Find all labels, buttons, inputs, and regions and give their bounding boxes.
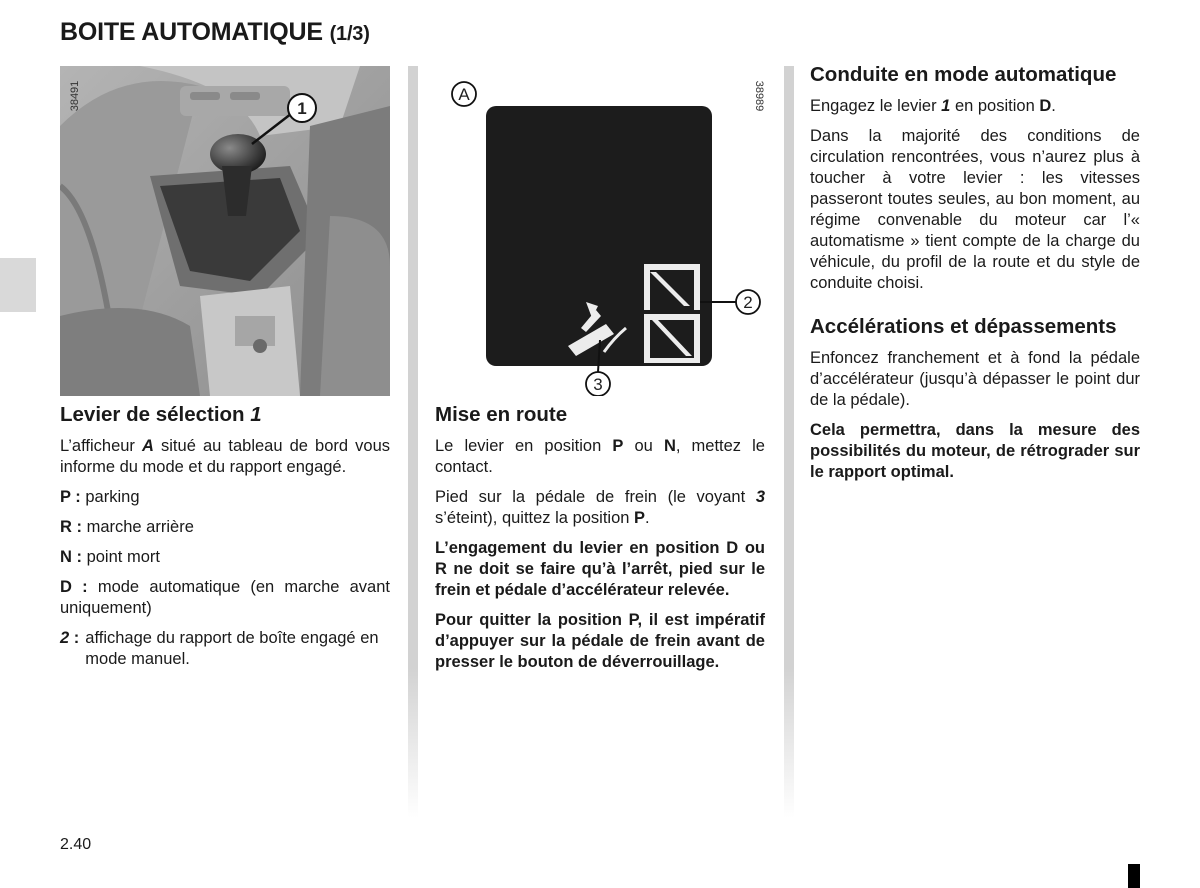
section-heading: Conduite en mode automatique	[810, 63, 1117, 86]
page-title	[60, 18, 370, 47]
title-main: BOITE AUTOMATIQUE	[60, 18, 323, 46]
section-heading: Accélérations et dépassements	[810, 315, 1117, 338]
warning-paragraph: Cela permettra, dans la mesure des possibilités du moteur, de rétrograder sur le rapport optimal.	[810, 421, 1140, 481]
section-tab	[0, 258, 36, 312]
paragraph: Le levier en position P ou N, mettez le contact.	[435, 437, 765, 476]
list-item: R : marche arrière	[60, 518, 194, 536]
callout-3: 3	[593, 375, 603, 394]
gear-display-diagram	[436, 66, 766, 396]
section-heading: Mise en route	[435, 403, 568, 426]
page-number: 2.40	[60, 836, 92, 853]
edge-marker	[1128, 864, 1140, 888]
column-middle	[435, 402, 765, 682]
list-item: N : point mort	[60, 548, 160, 566]
paragraph: Dans la majorité des conditions de circulation rencontrées, vous n’aurez plus à toucher à votre levier : les vitesses passeront toutes seules, au bon moment, au régime convenable du moteur car l’« automatisme » tient compte de la charge du véhicule, du profil de la route et du style de conduite choisi.	[810, 127, 1140, 292]
callout-1: 1	[297, 99, 307, 118]
list-item: P : parking	[60, 488, 140, 506]
paragraph: Pied sur la pédale de frein (le voyant 3 s’éteint), quittez la position P.	[435, 488, 765, 527]
figure-ref-code: 38491	[69, 80, 81, 112]
label-a: A	[458, 85, 470, 104]
note-item: 2 : affichage du rapport de boîte engagé en mode manuel.	[60, 629, 379, 668]
paragraph: Enfoncez franchement et à fond la pédale d’accélérateur (jusqu’à dépasser le point dur de la pédale).	[810, 349, 1140, 409]
figure-ref-code: 38989	[753, 80, 765, 112]
column-divider	[408, 66, 418, 818]
display-panel	[486, 106, 712, 366]
title-part: (1/3)	[329, 23, 370, 45]
warning-paragraph: L’engagement du levier en position D ou R ne doit se faire qu’à l’arrêt, pied sur le frein et pédale d’accélérateur relevée.	[435, 539, 765, 599]
column-divider	[784, 66, 794, 818]
paragraph: Engagez le levier 1 en position D.	[810, 97, 1056, 115]
list-item: D : mode automatique (en marche avant uniquement)	[60, 578, 390, 617]
gear-lever-photo	[60, 66, 390, 396]
column-right	[810, 62, 1140, 492]
warning-paragraph: Pour quitter la position P, il est impératif d’appuyer sur la pédale de frein avant de presser le bouton de déverrouillage.	[435, 611, 765, 671]
column-left	[60, 402, 390, 679]
intro-paragraph: L’afficheur A situé au tableau de bord vous informe du mode et du rapport engagé.	[60, 437, 390, 476]
callout-2: 2	[743, 293, 753, 312]
section-heading: Levier de sélection 1	[60, 403, 262, 426]
